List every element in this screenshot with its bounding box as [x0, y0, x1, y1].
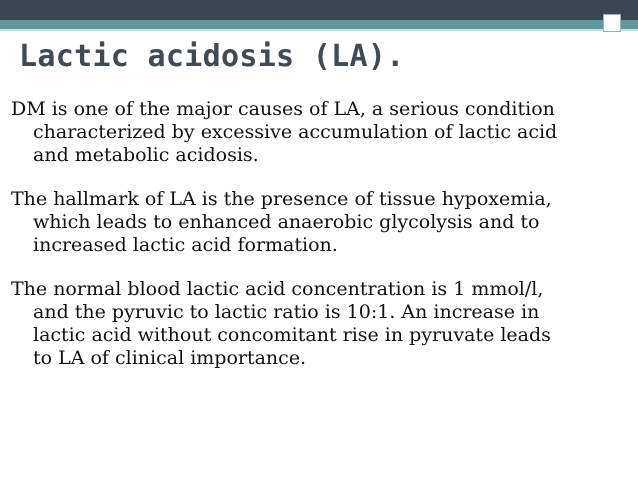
slide-title: Lactic acidosis (LA).	[19, 39, 405, 74]
paragraph-1	[11, 98, 633, 167]
paragraph-2	[11, 188, 633, 257]
paragraph-line: and metabolic acidosis.	[33, 144, 259, 166]
header-band-teal	[0, 20, 638, 29]
paragraph-line: to LA of clinical importance.	[33, 347, 307, 369]
paragraph-line: characterized by excessive accumulation of lactic acid	[33, 121, 558, 143]
paragraph-line: and the pyruvic to lactic ratio is 10:1. An increase in	[33, 301, 540, 323]
header-band-light	[0, 29, 638, 31]
paragraph-line: The normal blood lactic acid concentration is 1 mmol/l,	[11, 278, 544, 300]
corner-square-decoration	[603, 14, 621, 32]
paragraph-line: DM is one of the major causes of LA, a serious condition	[11, 98, 555, 120]
slide-body	[11, 98, 633, 391]
header-band-dark	[0, 0, 638, 20]
paragraph-line: increased lactic acid formation.	[33, 234, 338, 256]
paragraph-line: lactic acid without concomitant rise in pyruvate leads	[33, 324, 551, 346]
paragraph-line: The hallmark of LA is the presence of tissue hypoxemia,	[11, 188, 552, 210]
paragraph-3	[11, 278, 633, 370]
paragraph-line: which leads to enhanced anaerobic glycolysis and to	[33, 211, 540, 233]
